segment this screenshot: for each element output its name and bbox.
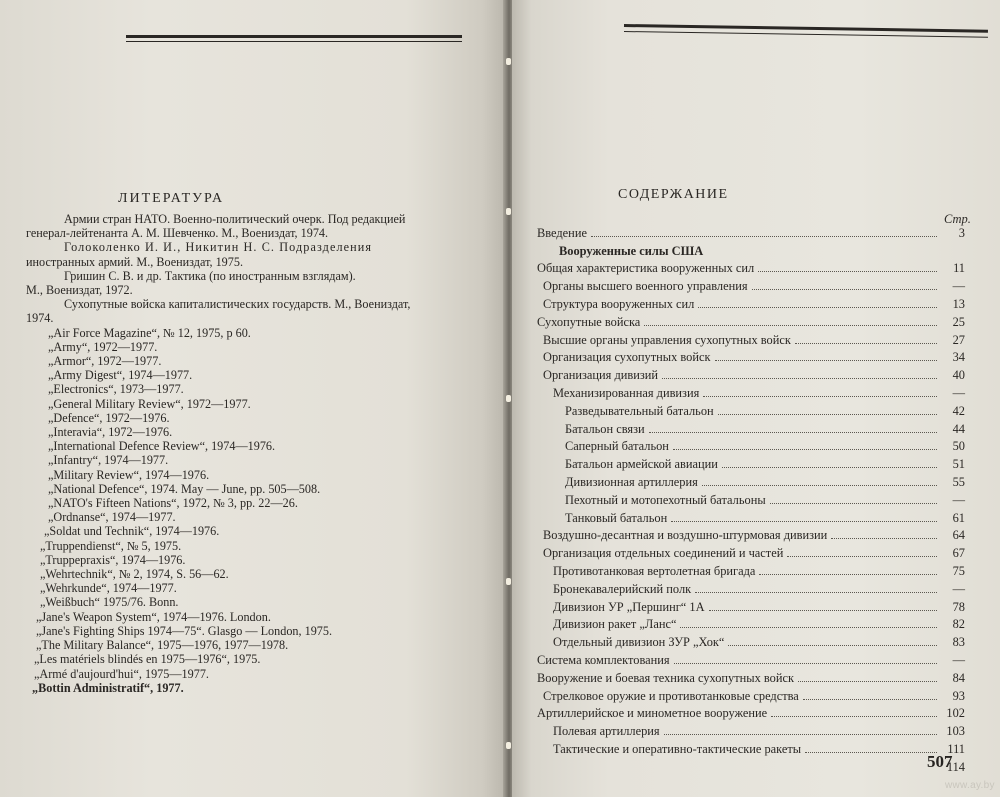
- literature-line: „Army“, 1972—1977.: [48, 339, 158, 354]
- toc-leader: [715, 360, 938, 361]
- toc-entry-page: 102: [946, 706, 965, 721]
- toc-leader: [680, 627, 937, 628]
- toc-entry-label: Отдельный дивизион ЗУР „Хок“: [553, 635, 725, 650]
- toc-entry-page: 13: [952, 296, 965, 311]
- literature-line: „General Military Review“, 1972—1977.: [48, 396, 251, 411]
- toc-entry-label: Дивизион ракет „Ланс“: [553, 617, 677, 632]
- toc-entry: [537, 364, 965, 382]
- binding-stitch: [506, 742, 511, 749]
- literature-line: „Soldat und Technik“, 1974—1976.: [44, 524, 220, 539]
- toc-entry: [537, 667, 965, 685]
- toc-entry-page: 40: [952, 368, 965, 383]
- toc-leader: [698, 307, 937, 308]
- toc-entry: [537, 596, 965, 614]
- toc-entry-page: 42: [952, 403, 965, 418]
- toc-leader: [759, 574, 937, 575]
- toc-leader: [795, 343, 937, 344]
- toc-entry: [537, 560, 965, 578]
- binding-stitch: [506, 58, 511, 65]
- literature-line: Гришин С. В. и др. Тактика (по иностранным взглядам).: [64, 268, 356, 283]
- literature-line: „Jane's Fighting Ships 1974—75“. Glasgo — London, 1975.: [36, 623, 333, 638]
- toc-entry-page: 44: [952, 421, 965, 436]
- literature-line: генерал-лейтенанта А. М. Шевченко. М., Воениздат, 1974.: [26, 226, 329, 241]
- literature-line: „Defence“, 1972—1976.: [48, 410, 170, 425]
- toc-leader: [758, 271, 937, 272]
- toc-entry-page: 75: [952, 563, 965, 578]
- toc-entry: [537, 222, 965, 240]
- toc-entry-label: Стрелковое оружие и противотанковые средства: [543, 688, 799, 703]
- toc-entry: [537, 525, 965, 543]
- toc-leader: [722, 467, 937, 468]
- literature-line: „Wehrkunde“, 1974—1977.: [40, 581, 177, 596]
- toc-entry: [537, 471, 965, 489]
- toc-entry-page: 11: [953, 261, 965, 276]
- toc-entry-label: Полевая артиллерия: [553, 724, 660, 739]
- toc-entry-page: —: [952, 385, 965, 400]
- toc-entry-label: Разведывательный батальон: [565, 403, 714, 418]
- toc-entry-page: 61: [952, 510, 965, 525]
- toc-entry: [537, 489, 965, 507]
- literature-line: иностранных армий. М., Воениздат, 1975.: [26, 254, 243, 269]
- toc-entry: [537, 685, 965, 703]
- top-rule-thick: [126, 35, 462, 38]
- toc-entry-label: Система комплектования: [537, 652, 670, 667]
- literature-line: „Truppendienst“, № 5, 1975.: [40, 538, 182, 553]
- toc-leader: [671, 521, 937, 522]
- toc-entry-label: Тактические и оперативно-тактические ракеты: [553, 741, 802, 756]
- toc-entry-label: Вооруженные силы США: [559, 243, 704, 258]
- toc-entry-label: Общая характеристика вооруженных сил: [537, 261, 755, 276]
- top-rule-thin: [624, 31, 988, 38]
- toc-leader: [770, 503, 937, 504]
- toc-entry-page: 67: [952, 546, 965, 561]
- toc-entry-page: —: [952, 492, 965, 507]
- toc-leader: [644, 325, 937, 326]
- toc-entry: [537, 258, 965, 276]
- toc-entry: [537, 293, 965, 311]
- literature-line: „Truppepraxis“, 1974—1976.: [40, 552, 186, 567]
- literature-line: „Armor“, 1972—1977.: [48, 354, 162, 369]
- toc-leader: [702, 485, 937, 486]
- toc-entry: [537, 578, 965, 596]
- toc-entry: [537, 240, 965, 258]
- toc-entry-page: 64: [952, 528, 965, 543]
- literature-line: „International Defence Review“, 1974—1976.: [48, 439, 276, 454]
- toc-entry-page: 83: [952, 635, 965, 650]
- toc-leader: [803, 699, 937, 700]
- toc-entry-label: Механизированная дивизия: [553, 385, 700, 400]
- toc-entry-label: Организация сухопутных войск: [543, 350, 711, 365]
- binding-stitch: [506, 208, 511, 215]
- toc-leader: [752, 289, 937, 290]
- toc-entry: [537, 720, 965, 738]
- literature-line: „Infantry“, 1974—1977.: [48, 453, 169, 468]
- toc-leader: [673, 449, 937, 450]
- toc-leader: [718, 414, 937, 415]
- toc-entry-label: Организация дивизий: [543, 368, 659, 383]
- toc-entry-label: Дивизион УР „Першинг“ 1А: [553, 599, 705, 614]
- page-number: 507: [927, 752, 953, 771]
- literature-line: „Electronics“, 1973—1977.: [48, 382, 184, 397]
- toc-leader: [831, 538, 937, 539]
- literature-line: „Army Digest“, 1974—1977.: [48, 368, 193, 383]
- toc-entry-label: Бронекавалерийский полк: [553, 581, 692, 596]
- toc-leader: [674, 663, 937, 664]
- literature-line: „Military Review“, 1974—1976.: [48, 467, 210, 482]
- toc-leader: [591, 236, 937, 237]
- toc-entry-page: 114: [946, 759, 965, 774]
- literature-line: Голоколенко И. И., Никитин Н. С. Подразделения: [64, 240, 373, 255]
- top-rule-thin: [126, 41, 462, 42]
- toc-leader: [662, 378, 937, 379]
- toc-entry-page: —: [952, 279, 965, 294]
- toc-entry-page: 27: [952, 332, 965, 347]
- toc-entry-page: 111: [947, 741, 965, 756]
- contents-list: [537, 222, 965, 774]
- toc-entry-page: 3: [958, 225, 965, 240]
- literature-line: „Bottin Administratif“, 1977.: [32, 680, 184, 695]
- toc-entry: [537, 453, 965, 471]
- toc-leader: [771, 716, 937, 717]
- binding-stitch: [506, 578, 511, 585]
- toc-entry-label: Органы высшего военного управления: [543, 279, 748, 294]
- toc-entry-label: Батальон связи: [565, 421, 645, 436]
- literature-line: „Interavia“, 1972—1976.: [48, 425, 173, 440]
- literature-line: М., Воениздат, 1972.: [26, 283, 133, 298]
- toc-entry-label: Организация отдельных соединений и частей: [543, 546, 784, 561]
- toc-entry-label: Танковый батальон: [565, 510, 668, 525]
- toc-entry: [537, 275, 965, 293]
- toc-entry-page: 103: [946, 724, 965, 739]
- contents-title: СОДЕРЖАНИЕ: [618, 187, 729, 202]
- toc-entry-page: 55: [952, 474, 965, 489]
- literature-list: [26, 212, 476, 695]
- toc-entry: [537, 436, 965, 454]
- toc-entry-page: 51: [952, 457, 965, 472]
- toc-entry: [537, 703, 965, 721]
- toc-entry-label: Высшие органы управления сухопутных войск: [543, 332, 791, 347]
- toc-leader: [728, 645, 937, 646]
- literature-line: „Weißbuch“ 1975/76. Bonn.: [40, 595, 179, 610]
- toc-entry-label: Батальон армейской авиации: [565, 457, 718, 472]
- toc-entry-label: Противотанковая вертолетная бригада: [553, 563, 756, 578]
- literature-line: 1974.: [26, 311, 54, 326]
- toc-leader: [787, 556, 937, 557]
- toc-entry: [537, 738, 965, 756]
- toc-entry-label: Структура вооруженных сил: [543, 296, 695, 311]
- toc-leader: [709, 610, 937, 611]
- toc-leader: [695, 592, 937, 593]
- literature-line: „Ordnanse“, 1974—1977.: [48, 510, 176, 525]
- toc-entry-label: Саперный батальон: [565, 439, 669, 454]
- toc-entry-label: Сухопутные войска: [537, 314, 641, 329]
- toc-entry: [537, 311, 965, 329]
- toc-entry: [537, 400, 965, 418]
- toc-leader: [805, 752, 937, 753]
- toc-leader: [664, 734, 937, 735]
- toc-entry-page: 93: [952, 688, 965, 703]
- toc-entry-label: Пехотный и мотопехотный батальоны: [565, 492, 766, 507]
- toc-entry: [537, 614, 965, 632]
- literature-line: „Wehrtechnik“, № 2, 1974, S. 56—62.: [40, 567, 229, 582]
- toc-entry: [537, 418, 965, 436]
- toc-entry-label: Введение: [537, 225, 587, 240]
- toc-entry-label: Воздушно-десантная и воздушно-штурмовая дивизии: [543, 528, 828, 543]
- page-column-label: Стр.: [944, 212, 971, 226]
- toc-entry-page: 50: [952, 439, 965, 454]
- watermark: www.ay.by: [945, 780, 995, 791]
- toc-entry: [537, 756, 965, 774]
- toc-leader: [798, 681, 937, 682]
- toc-entry-page: 84: [952, 670, 965, 685]
- toc-entry-page: —: [952, 652, 965, 667]
- literature-line: „Les matériels blindés en 1975—1976“, 1975.: [34, 652, 261, 667]
- binding-stitch: [506, 395, 511, 402]
- toc-entry-page: 82: [952, 617, 965, 632]
- toc-entry: [537, 329, 965, 347]
- toc-entry-page: 25: [952, 314, 965, 329]
- toc-entry: [537, 347, 965, 365]
- toc-entry: [537, 542, 965, 560]
- toc-entry-label: Артиллерийское и минометное вооружение: [537, 706, 768, 721]
- toc-entry: [537, 507, 965, 525]
- literature-line: „Jane's Weapon System“, 1974—1976. London.: [36, 609, 271, 624]
- toc-entry: [537, 382, 965, 400]
- literature-line: „Armé d'aujourd'hui“, 1975—1977.: [34, 666, 209, 681]
- literature-line: „The Military Balance“, 1975—1976, 1977—1978.: [36, 638, 289, 653]
- toc-entry-label: Дивизионная артиллерия: [565, 474, 698, 489]
- toc-leader: [703, 396, 937, 397]
- toc-entry-page: 34: [952, 350, 965, 365]
- toc-entry: [537, 631, 965, 649]
- literature-title: ЛИТЕРАТУРА: [118, 191, 225, 206]
- toc-entry-label: Вооружение и боевая техника сухопутных войск: [537, 670, 795, 685]
- toc-entry-page: —: [952, 581, 965, 596]
- toc-leader: [649, 432, 937, 433]
- toc-entry-page: 78: [952, 599, 965, 614]
- literature-line: Сухопутные войска капиталистических государств. М., Воениздат,: [64, 297, 411, 312]
- literature-line: „Air Force Magazine“, № 12, 1975, p 60.: [48, 325, 251, 340]
- literature-line: Армии стран НАТО. Военно-политический очерк. Под редакцией: [64, 212, 406, 226]
- literature-line: „National Defence“, 1974. May — June, pp. 505—508.: [48, 481, 321, 496]
- literature-line: „NATO's Fifteen Nations“, 1972, № 3, pp. 22—26.: [48, 496, 298, 511]
- toc-entry: [537, 649, 965, 667]
